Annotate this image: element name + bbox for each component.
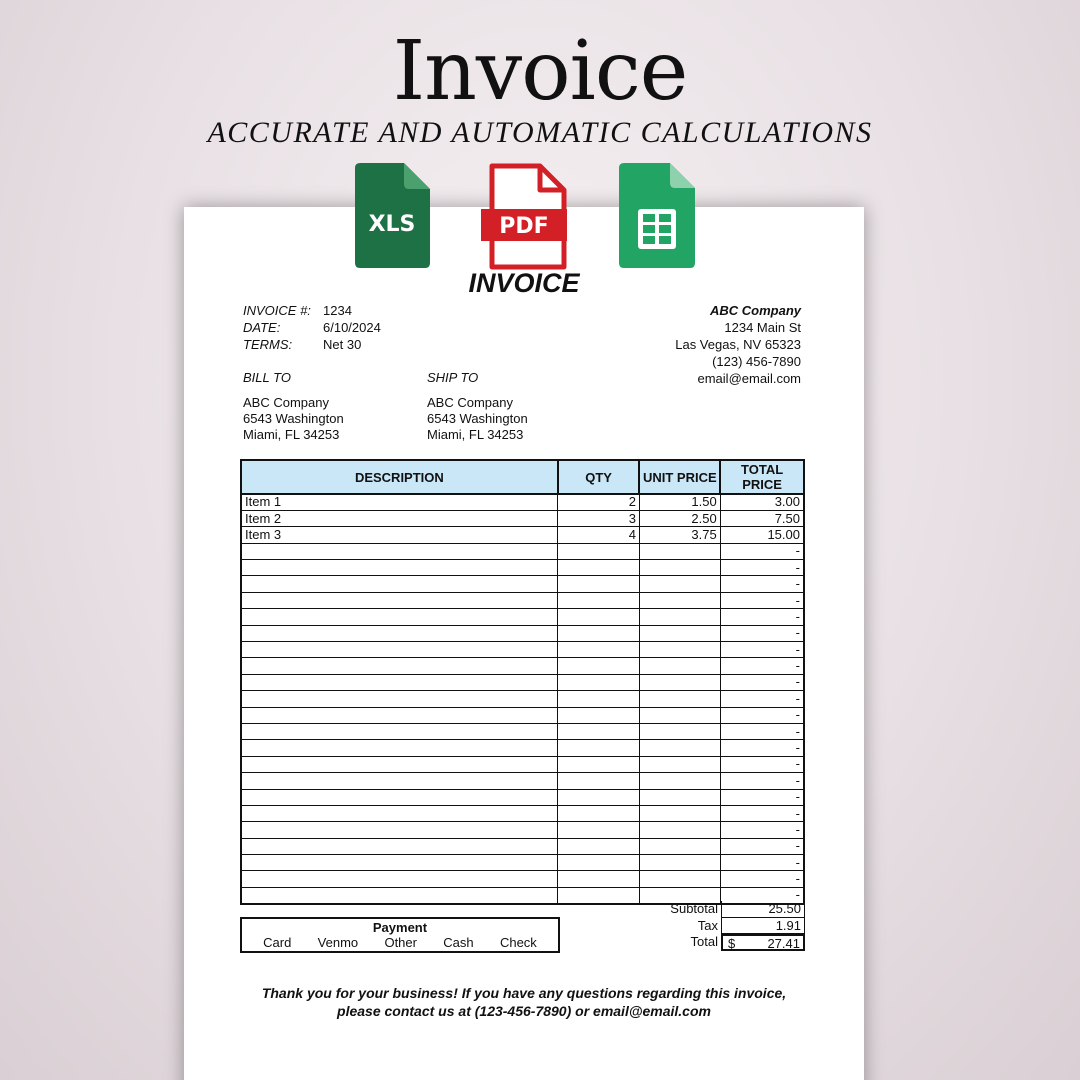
cell-unit-price[interactable] — [639, 822, 720, 838]
currency-symbol: $ — [728, 936, 736, 951]
google-sheets-icon — [618, 163, 696, 269]
cell-qty[interactable] — [558, 592, 640, 608]
seller-address — [675, 302, 801, 387]
cell-qty[interactable] — [558, 642, 640, 658]
header-unit-price: UNIT PRICE — [639, 460, 720, 494]
table-row — [241, 642, 804, 658]
cell-description[interactable] — [241, 658, 558, 674]
total-label: Total — [690, 934, 718, 949]
total-value: 27.41 — [767, 936, 800, 951]
totals — [640, 901, 805, 951]
table-row — [241, 773, 804, 789]
banner-subtitle: ACCURATE AND AUTOMATIC CALCULATIONS — [207, 116, 873, 149]
cell-qty[interactable] — [558, 625, 640, 641]
seller-name: ABC Company — [709, 303, 801, 318]
cell-description[interactable] — [241, 871, 558, 887]
cell-description[interactable] — [241, 543, 558, 559]
cell-unit-price[interactable]: 1.50 — [639, 494, 720, 510]
cell-description[interactable]: Item 1 — [241, 494, 558, 510]
payment-title: Payment — [372, 920, 428, 935]
cell-total[interactable]: - — [720, 723, 804, 739]
table-row — [241, 543, 804, 559]
footer-line-1: Thank you for your business! If you have any questions regarding this invoice, — [261, 985, 787, 1001]
ship-to — [427, 370, 528, 443]
cell-total[interactable]: - — [720, 871, 804, 887]
cell-qty[interactable] — [558, 855, 640, 871]
cell-unit-price[interactable] — [639, 740, 720, 756]
cell-unit-price[interactable]: 3.75 — [639, 527, 720, 543]
table-row — [241, 691, 804, 707]
cell-description[interactable] — [241, 642, 558, 658]
subtotal-label: Subtotal — [670, 901, 718, 916]
items-table — [240, 459, 805, 905]
invoice-number-label: INVOICE #: — [243, 303, 311, 318]
table-row — [241, 789, 804, 805]
invoice-meta — [243, 302, 381, 353]
cell-qty[interactable] — [558, 723, 640, 739]
cell-qty[interactable] — [558, 560, 640, 576]
cell-total[interactable]: 7.50 — [720, 510, 804, 526]
cell-description[interactable] — [241, 789, 558, 805]
cell-unit-price[interactable] — [639, 789, 720, 805]
cell-unit-price[interactable] — [639, 642, 720, 658]
cell-qty[interactable] — [558, 871, 640, 887]
table-row — [241, 510, 804, 526]
ship-to-name: ABC Company — [427, 395, 513, 410]
subtotal-value[interactable]: 25.50 — [721, 901, 805, 918]
cell-description[interactable]: Item 2 — [241, 510, 558, 526]
tax-value[interactable]: 1.91 — [721, 918, 805, 935]
seller-phone: (123) 456-7890 — [712, 354, 801, 369]
cell-unit-price[interactable] — [639, 658, 720, 674]
table-row — [241, 838, 804, 854]
cell-description[interactable] — [241, 822, 558, 838]
cell-total[interactable]: - — [720, 707, 804, 723]
invoice-terms: Net 30 — [323, 337, 362, 352]
invoice-date-label: DATE: — [243, 320, 281, 335]
invoice-number-row — [243, 302, 381, 319]
header-qty: QTY — [558, 460, 640, 494]
cell-total[interactable]: - — [720, 855, 804, 871]
payment-options — [242, 935, 558, 950]
total-row — [640, 934, 805, 951]
items-body — [241, 494, 804, 904]
header-description: DESCRIPTION — [241, 460, 558, 494]
ship-to-city: Miami, FL 34253 — [427, 427, 524, 442]
pdf-label: PDF — [499, 214, 549, 239]
cell-description[interactable] — [241, 560, 558, 576]
cell-total[interactable]: - — [720, 609, 804, 625]
cell-unit-price[interactable] — [639, 723, 720, 739]
cell-unit-price[interactable]: 2.50 — [639, 510, 720, 526]
total-cell[interactable] — [721, 934, 805, 951]
cell-description[interactable] — [241, 625, 558, 641]
table-row — [241, 674, 804, 690]
cell-unit-price[interactable] — [639, 576, 720, 592]
xls-label: XLS — [368, 212, 416, 237]
table-row — [241, 871, 804, 887]
cell-total[interactable]: - — [720, 805, 804, 821]
cell-total[interactable]: - — [720, 789, 804, 805]
payment-option-card[interactable]: Card — [263, 935, 292, 950]
cell-description[interactable] — [241, 838, 558, 854]
cell-total[interactable]: - — [720, 674, 804, 690]
cell-total[interactable]: - — [720, 576, 804, 592]
cell-total[interactable]: - — [720, 691, 804, 707]
cell-qty[interactable] — [558, 658, 640, 674]
table-row — [241, 723, 804, 739]
tax-row — [640, 918, 805, 935]
cell-qty[interactable] — [558, 691, 640, 707]
payment-option-other[interactable]: Other — [384, 935, 417, 950]
cell-total[interactable]: 3.00 — [720, 494, 804, 510]
table-row — [241, 707, 804, 723]
cell-unit-price[interactable] — [639, 674, 720, 690]
cell-total[interactable]: - — [720, 592, 804, 608]
bill-to — [243, 370, 344, 443]
cell-qty[interactable] — [558, 543, 640, 559]
cell-total[interactable]: - — [720, 543, 804, 559]
cell-qty[interactable] — [558, 805, 640, 821]
subtotal-row — [640, 901, 805, 918]
cell-unit-price[interactable] — [639, 838, 720, 854]
cell-description[interactable] — [241, 691, 558, 707]
cell-total[interactable]: - — [720, 658, 804, 674]
cell-description[interactable] — [241, 855, 558, 871]
payment-option-cash[interactable]: Cash — [443, 935, 474, 950]
payment-box — [240, 917, 560, 953]
cell-description[interactable] — [241, 674, 558, 690]
cell-total[interactable]: - — [720, 740, 804, 756]
cell-qty[interactable]: 2 — [558, 494, 640, 510]
cell-description[interactable] — [241, 740, 558, 756]
bill-to-name: ABC Company — [243, 395, 329, 410]
header-total-price: TOTAL PRICE — [720, 460, 804, 494]
payment-option-check[interactable]: Check — [499, 935, 537, 950]
invoice-date: 6/10/2024 — [323, 320, 381, 335]
invoice-terms-label: TERMS: — [243, 337, 293, 352]
cell-qty[interactable] — [558, 609, 640, 625]
seller-street: 1234 Main St — [724, 320, 801, 335]
invoice-number: 1234 — [323, 303, 352, 318]
bill-to-city: Miami, FL 34253 — [243, 427, 340, 442]
cell-unit-price[interactable] — [639, 609, 720, 625]
table-row — [241, 855, 804, 871]
footer-note — [184, 984, 864, 1020]
cell-total[interactable]: - — [720, 642, 804, 658]
cell-total[interactable]: - — [720, 756, 804, 772]
xls-icon — [354, 163, 432, 269]
cell-description[interactable] — [241, 773, 558, 789]
cell-description[interactable] — [241, 805, 558, 821]
cell-qty[interactable] — [558, 887, 640, 903]
cell-description[interactable] — [241, 609, 558, 625]
table-row — [241, 822, 804, 838]
cell-unit-price[interactable] — [639, 625, 720, 641]
table-row — [241, 740, 804, 756]
cell-qty[interactable]: 4 — [558, 527, 640, 543]
cell-qty[interactable] — [558, 789, 640, 805]
bill-to-label: BILL TO — [243, 370, 291, 385]
cell-unit-price[interactable] — [639, 691, 720, 707]
cell-unit-price[interactable] — [639, 871, 720, 887]
cell-unit-price[interactable] — [639, 560, 720, 576]
table-row — [241, 625, 804, 641]
footer-line-2: please contact us at (123-456-7890) or email@email.com — [337, 1003, 711, 1019]
table-row — [241, 560, 804, 576]
table-row — [241, 494, 804, 510]
cell-qty[interactable] — [558, 674, 640, 690]
pdf-icon — [480, 163, 570, 271]
cell-total[interactable]: - — [720, 625, 804, 641]
cell-unit-price[interactable] — [639, 592, 720, 608]
table-row — [241, 658, 804, 674]
cell-unit-price[interactable] — [639, 756, 720, 772]
cell-description[interactable] — [241, 592, 558, 608]
cell-unit-price[interactable] — [639, 805, 720, 821]
seller-city: Las Vegas, NV 65323 — [675, 337, 801, 352]
cell-unit-price[interactable] — [639, 773, 720, 789]
tax-label: Tax — [697, 917, 718, 933]
banner-title: Invoice — [392, 24, 688, 119]
cell-description[interactable] — [241, 576, 558, 592]
cell-unit-price[interactable] — [639, 707, 720, 723]
seller-email: email@email.com — [697, 371, 801, 386]
invoice-terms-row — [243, 336, 381, 353]
bill-to-street: 6543 Washington — [243, 411, 344, 426]
table-row — [241, 527, 804, 543]
ship-to-label: SHIP TO — [427, 370, 479, 385]
cell-unit-price[interactable] — [639, 855, 720, 871]
invoice-date-row — [243, 319, 381, 336]
payment-option-venmo[interactable]: Venmo — [317, 935, 359, 950]
cell-qty[interactable] — [558, 576, 640, 592]
cell-total[interactable]: 15.00 — [720, 527, 804, 543]
cell-description[interactable] — [241, 723, 558, 739]
cell-total[interactable]: - — [720, 822, 804, 838]
cell-unit-price[interactable] — [639, 543, 720, 559]
table-row — [241, 576, 804, 592]
table-row — [241, 805, 804, 821]
invoice-heading: INVOICE — [468, 268, 580, 298]
cell-qty[interactable] — [558, 756, 640, 772]
cell-qty[interactable] — [558, 740, 640, 756]
table-row — [241, 592, 804, 608]
table-header-row — [241, 460, 804, 494]
cell-qty[interactable] — [558, 838, 640, 854]
cell-total[interactable]: - — [720, 560, 804, 576]
cell-description[interactable] — [241, 887, 558, 903]
ship-to-street: 6543 Washington — [427, 411, 528, 426]
cell-total[interactable]: - — [720, 773, 804, 789]
cell-qty[interactable]: 3 — [558, 510, 640, 526]
cell-total[interactable]: - — [720, 887, 804, 903]
table-row — [241, 756, 804, 772]
cell-qty[interactable] — [558, 707, 640, 723]
cell-qty[interactable] — [558, 822, 640, 838]
cell-total[interactable]: - — [720, 838, 804, 854]
cell-description[interactable] — [241, 707, 558, 723]
table-row — [241, 609, 804, 625]
cell-description[interactable]: Item 3 — [241, 527, 558, 543]
cell-description[interactable] — [241, 756, 558, 772]
cell-qty[interactable] — [558, 773, 640, 789]
